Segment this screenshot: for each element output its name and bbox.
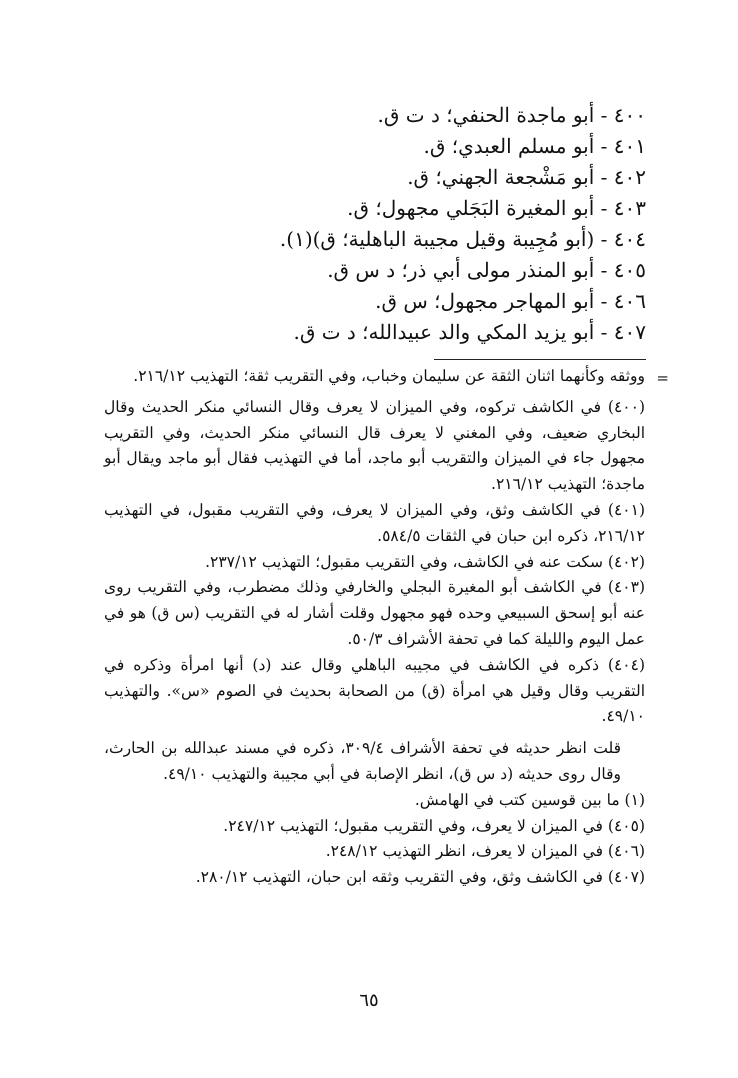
continuation-text: ووثقه وكأنهما اثنان الثقة عن سليمان وخباب، وفي التقريب ثقة؛ التهذيب ٢١٦/١٢. (133, 367, 645, 385)
entry-403: ٤٠٣ - أبو المغيرة البَجَلي مجهول؛ ق. (347, 196, 646, 220)
footnote-406: (٤٠٦) في الميزان لا يعرف، انظر التهذيب ٢٤٨/١٢. (325, 842, 645, 861)
entry-405: ٤٠٥ - أبو المنذر مولى أبي ذر؛ د س ق. (327, 258, 646, 282)
footnote-400: (٤٠٠) في الكاشف تركوه، وفي الميزان لا يعرف وقال النسائي منكر الحديث وقال البخاري ضعيف، وفي المغني لا يعرف قال النسائي منكر الحديث، وفي التقريب مجهول جاء في الميزان والتقريب أبو ماجد، أما في التهذيب فقال أبو ماجد ويقال أبو ماجدة؛ التهذيب ٢١٦/١٢. (104, 397, 645, 494)
footnote-401: (٤٠١) في الكاشف وثق، وفي الميزان لا يعرف، وفي التقريب مقبول، في التهذيب ٢١٦/١٢، ذكره ابن حبان في الثقات ٥٨٤/٥. (104, 500, 645, 545)
entry-404: ٤٠٤ - (أبو مُجِيبة وقيل مجيبة الباهلية؛ ق)(١). (279, 227, 646, 251)
page-number: ٦٥ (359, 990, 379, 1011)
footnote-continuation (104, 364, 669, 390)
footnote-404-comment: قلت انظر حديثه في تحفة الأشراف ٣٠٩/٤، ذكره في مسند عبدالله بن الحارث، وقال روى حديثه (د س ق)، انظر الإصابة في أبي مجيبة والتهذيب ٤٩/١٠. (104, 739, 621, 783)
entry-400: ٤٠٠ - أبو ماجدة الحنفي؛ د ت ق. (377, 103, 646, 127)
footnote-402: (٤٠٢) سكت عنه في الكاشف، وفي التقريب مقبول؛ التهذيب ٢٣٧/١٢. (205, 552, 645, 571)
entry-407: ٤٠٧ - أبو يزيد المكي والد عبيدالله؛ د ت ق. (293, 320, 646, 344)
footnote-404: (٤٠٤) ذكره في الكاشف في مجيبه الباهلي وقال عند (د) أنها امرأة وذكره في التقريب وقال وقيل هي امرأة (ق) من الصحابة بحديث في الصوم «س». والتهذيب ٤٩/١٠. (104, 655, 645, 726)
entry-402: ٤٠٢ - أبو مَشْجعة الجهني؛ ق. (407, 165, 646, 189)
continuation-mark: = (656, 369, 669, 387)
footnote-405: (٤٠٥) في الميزان لا يعرف، وفي التقريب مقبول؛ التهذيب ٢٤٧/١٢. (223, 816, 645, 835)
footnote-divider (434, 359, 646, 360)
entry-401: ٤٠١ - أبو مسلم العبدي؛ ق. (423, 134, 646, 158)
footnotes-section (104, 364, 669, 891)
footnote-1-margin: (١) ما بين قوسين كتب في الهامش. (414, 790, 645, 809)
entry-list (86, 100, 646, 348)
footnote-407: (٤٠٧) في الكاشف وثق، وفي التقريب وثقه ابن حبان، التهذيب ٢٨٠/١٢. (195, 868, 645, 887)
footnote-403: (٤٠٣) في الكاشف أبو المغيرة البجلي والخارفي وذلك مضطرب، وفي التقريب روى عنه أبو إسحق السبيعي وحده فهو مجهول وقلت أشار له في التقريب (س ق) هو في عمل اليوم والليلة كما في تحفة الأشراف ٥٠/٣. (104, 578, 645, 648)
entry-406: ٤٠٦ - أبو المهاجر مجهول؛ س ق. (375, 289, 646, 313)
